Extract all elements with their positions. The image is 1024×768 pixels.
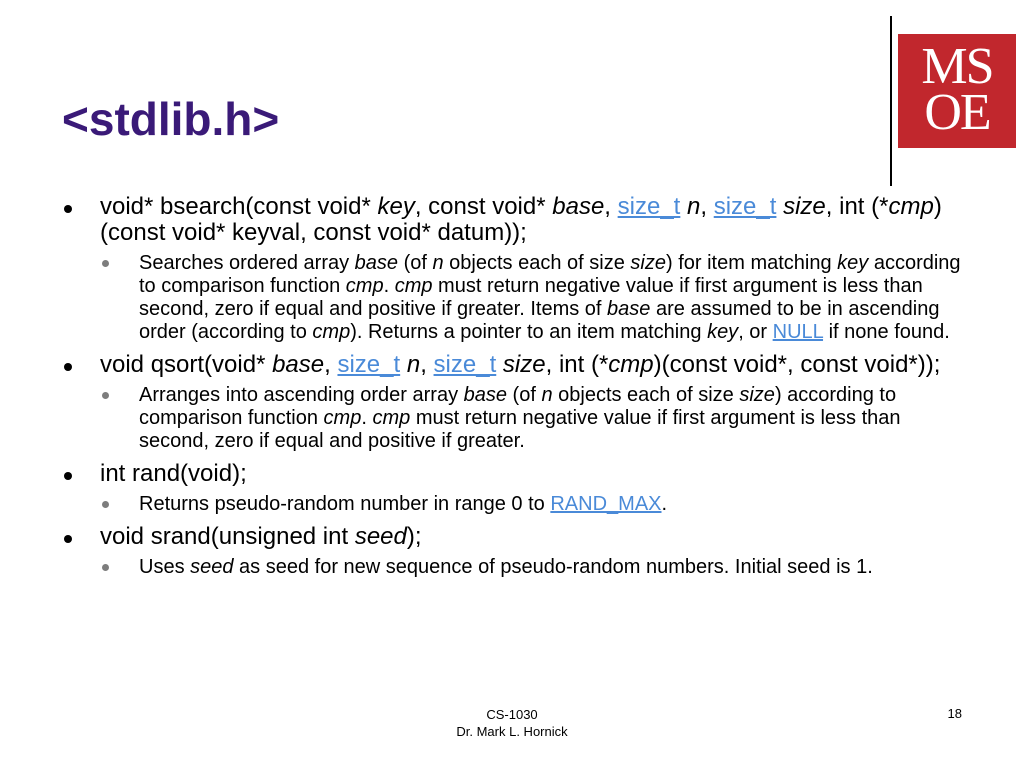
size-t-link[interactable]: size_t (617, 193, 681, 220)
bullet-srand: void srand(unsigned int seed); (62, 524, 972, 550)
sub-bullet-bsearch-desc: Searches ordered array base (of n objects each of size size) for item matching key according to comparison function cmp. cmp must return negative value if first argument is less than second, zero if equal and positive if greater. Items of base are assumed to be in ascending order (according to cmp). Returns a pointer to an item matching key, or NULL if none found. (62, 252, 972, 344)
page-number: 18 (947, 706, 962, 721)
slide-title: <stdlib.h> (62, 93, 280, 145)
size-t-link[interactable]: size_t (337, 351, 401, 378)
logo-line-2: OE (924, 84, 990, 141)
footer-info (0, 706, 1024, 740)
footer-author: Dr. Mark L. Hornick (456, 724, 568, 739)
bullet-qsort: void qsort(void* base, size_t n, size_t size, int (*cmp)(const void*, const void*)); (62, 352, 972, 378)
msoe-logo (898, 34, 1016, 148)
footer-course: CS-1030 (486, 707, 538, 722)
sub-bullet-srand-desc: Uses seed as seed for new sequence of pseudo-random numbers. Initial seed is 1. (62, 556, 972, 579)
sub-bullet-rand-desc: Returns pseudo-random number in range 0 to RAND_MAX. (62, 493, 972, 516)
logo-line-1: MS (921, 38, 993, 95)
sub-bullet-qsort-desc: Arranges into ascending order array base (of n objects each of size size) according to comparison function cmp. cmp must return negative value if first argument is less than second, zero if equal and positive if greater. (62, 384, 972, 453)
rand-max-link[interactable]: RAND_MAX (550, 493, 662, 515)
vertical-divider (890, 16, 892, 186)
bullet-rand: int rand(void); (62, 461, 972, 487)
null-link[interactable]: NULL (772, 321, 824, 343)
bullet-bsearch: void* bsearch(const void* key, const void* base, size_t n, size_t size, int (*cmp)(const void* keyval, const void* datum)); (62, 194, 972, 246)
size-t-link[interactable]: size_t (713, 193, 777, 220)
size-t-link[interactable]: size_t (433, 351, 497, 378)
slide-content (62, 194, 972, 587)
